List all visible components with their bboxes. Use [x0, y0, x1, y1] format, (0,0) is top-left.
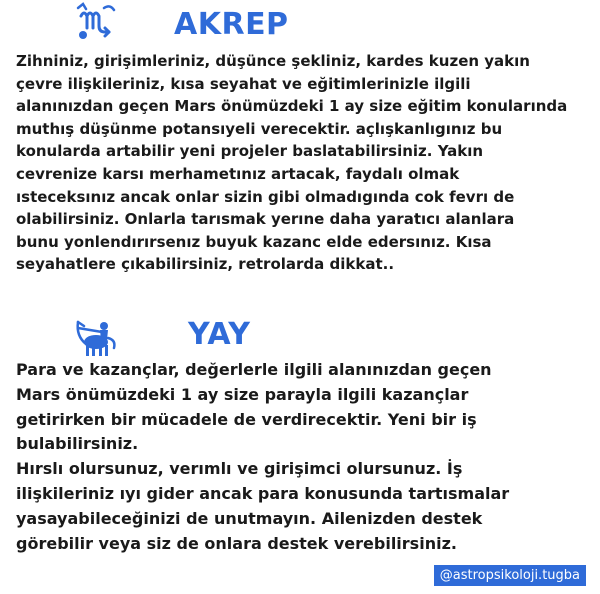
yay-title: YAY [188, 317, 251, 352]
akrep-section [0, 2, 600, 302]
text-line: Mars önümüzdeki 1 ay size parayla ilgili kazançlar [16, 384, 469, 404]
akrep-paragraph [16, 50, 588, 276]
text-line: ısteceksınız ancak onlar sizin gibi olmadıgında cok fevrı de [16, 187, 515, 206]
text-line: cevrenize karsı merhametınız artacak, faydalı olmak [16, 164, 460, 183]
text-line: olabilirsiniz. Onlarla tarısmak yerıne daha yaratıcı alanlara [16, 210, 515, 229]
scorpio-icon [74, 2, 118, 46]
author-handle-badge: @astropsikoloji.tugba [434, 565, 586, 586]
text-line: getirirken bir mücadele de verdirecektir. Yeni bir iş [16, 409, 477, 429]
text-line: bunu yonlendırırsenız buyuk kazanc elde edersınız. Kısa [16, 232, 492, 251]
sagittarius-icon [74, 314, 118, 358]
yay-section [0, 312, 600, 594]
text-line: muthış düşünme potansıyeli verecektir. açlışkanlıgınız bu [16, 119, 503, 138]
text-line: alanınızdan geçen Mars önümüzdeki 1 ay size eğitim konularında [16, 97, 568, 116]
text-line: seyahatlere çıkabilirsiniz, retrolarda dikkat.. [16, 255, 395, 274]
text-line: görebilir veya siz de onlara destek verebilirsiniz. [16, 533, 457, 553]
text-line: konularda artabilir yeni projeler baslatabilirsiniz. Yakın [16, 142, 484, 161]
text-line: Zihniniz, girişimleriniz, düşünce şekliniz, kardes kuzen yakın [16, 52, 530, 70]
yay-paragraph [16, 358, 588, 556]
text-line: yasayabileceğinizi de unutmayın. Ailenizden destek [16, 508, 483, 528]
text-line: çevre ilişkileriniz, kısa seyahat ve eğitimlerinizle ilgili [16, 74, 471, 93]
text-line: bulabilirsiniz. [16, 434, 139, 454]
text-line: ilişkileriniz ıyı gider ancak para konusunda tartısmalar [16, 483, 510, 503]
text-line: Para ve kazançlar, değerlerle ilgili alanınızdan geçen [16, 360, 492, 379]
akrep-header [0, 2, 600, 46]
yay-header [0, 312, 600, 356]
text-line: Hırslı olursunuz, verımlı ve girişimci olursunuz. İş [16, 459, 463, 479]
akrep-title: AKREP [174, 7, 289, 42]
